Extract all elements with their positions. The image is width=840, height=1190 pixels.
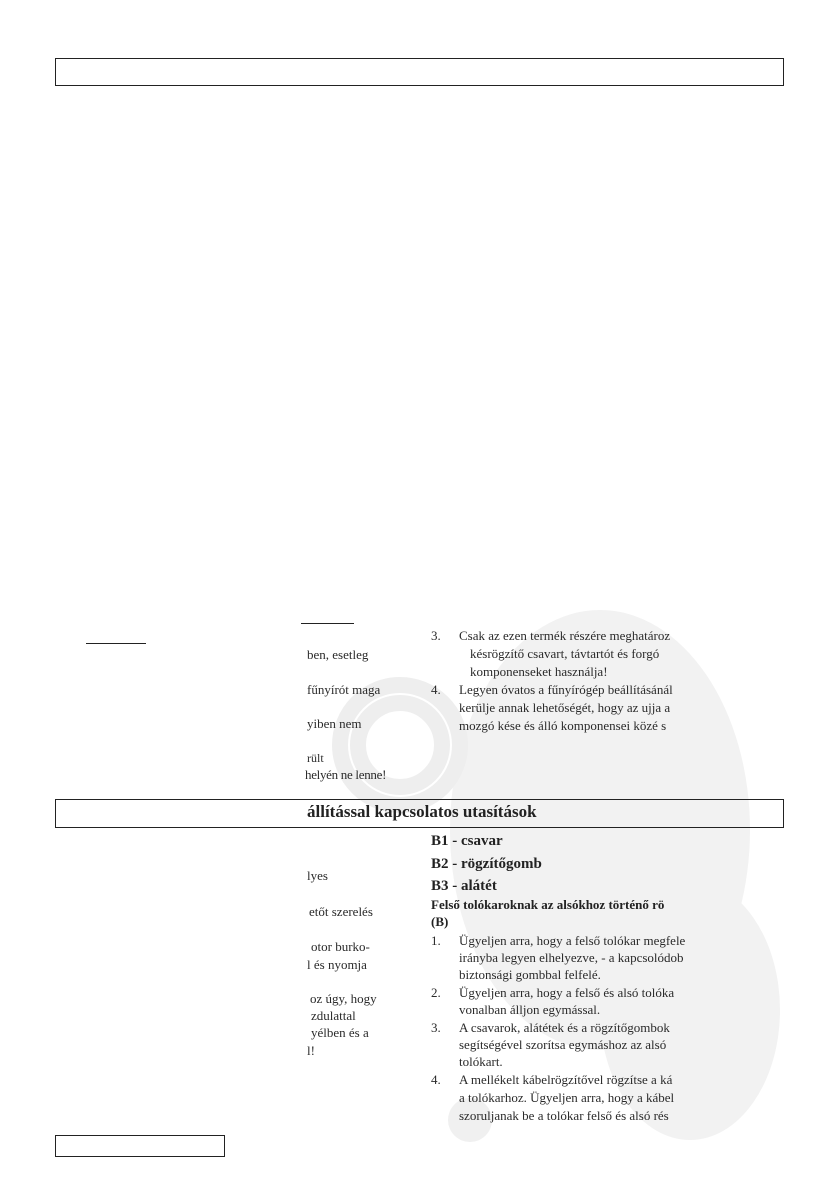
list-item-line: segítségével szorítsa egymáshoz az alsó (459, 1037, 667, 1052)
part-b2: B2 - rögzítőgomb (431, 856, 542, 872)
text-fragment: l! (307, 1043, 315, 1058)
heading-underline (86, 643, 146, 644)
list-item-line: mozgó kése és álló komponensei közé s (459, 718, 667, 733)
text-fragment: fűnyírót maga (307, 682, 381, 697)
text-fragment: yiben nem (307, 716, 362, 731)
heading-underline (301, 623, 354, 624)
text-fragment: helyén ne lenne! (305, 767, 387, 782)
part-b3: B3 - alátét (431, 878, 497, 894)
list-item-line: Legyen óvatos a fűnyírógép beállításánál (459, 682, 673, 697)
list-item-line: komponenseket használja! (470, 664, 608, 679)
text-fragment: etőt szerelés (309, 904, 373, 919)
list-item-line: irányba legyen elhelyezve, - a kapcsolódob (459, 950, 684, 965)
list-number: 2. (431, 985, 441, 1000)
list-number: 1. (431, 933, 441, 948)
list-number: 4. (431, 1072, 441, 1087)
text-fragment: zdulattal (311, 1008, 356, 1023)
list-item-line: kerülje annak lehetőségét, hogy az ujja a (459, 700, 671, 715)
list-item-line: Ügyeljen arra, hogy a felső és alsó tolóka (459, 985, 675, 1000)
text-fragment: otor burko- (311, 939, 370, 954)
list-item-line: A csavarok, alátétek és a rögzítőgombok (459, 1020, 670, 1035)
subheading: Felső tolókaroknak az alsókhoz történő rö (431, 897, 665, 912)
subheading-figure-ref: (B) (431, 914, 449, 929)
header-box (55, 58, 784, 86)
list-item-line: vonalban álljon egymással. (459, 1002, 601, 1017)
text-fragment: yélben és a (311, 1025, 369, 1040)
list-item-line: tolókart. (459, 1054, 503, 1069)
list-item-line: A mellékelt kábelrögzítővel rögzítse a ká (459, 1072, 673, 1087)
list-number: 4. (431, 682, 441, 697)
part-b1: B1 - csavar (431, 833, 503, 849)
list-item-line: biztonsági gombbal felfelé. (459, 967, 601, 982)
list-item-line: a tolókarhoz. Ügyeljen arra, hogy a kábel (459, 1090, 675, 1105)
list-number: 3. (431, 1020, 441, 1035)
text-fragment: l és nyomja (307, 957, 367, 972)
list-item-line: Ügyeljen arra, hogy a felső tolókar megfele (459, 933, 686, 948)
list-item-line: Csak az ezen termék részére meghatároz (459, 628, 671, 643)
text-fragment: ben, esetleg (307, 647, 369, 662)
list-item-line: késrögzítő csavart, távtartót és forgó (470, 646, 660, 661)
list-item-line: szoruljanak be a tolókar felső és alsó rés (459, 1108, 669, 1123)
footer-box (55, 1135, 225, 1157)
list-number: 3. (431, 628, 441, 643)
section-heading: állítással kapcsolatos utasítások (307, 802, 537, 821)
text-fragment: oz úgy, hogy (310, 991, 377, 1006)
text-fragment: rült (307, 751, 324, 765)
text-fragment: lyes (307, 868, 328, 883)
